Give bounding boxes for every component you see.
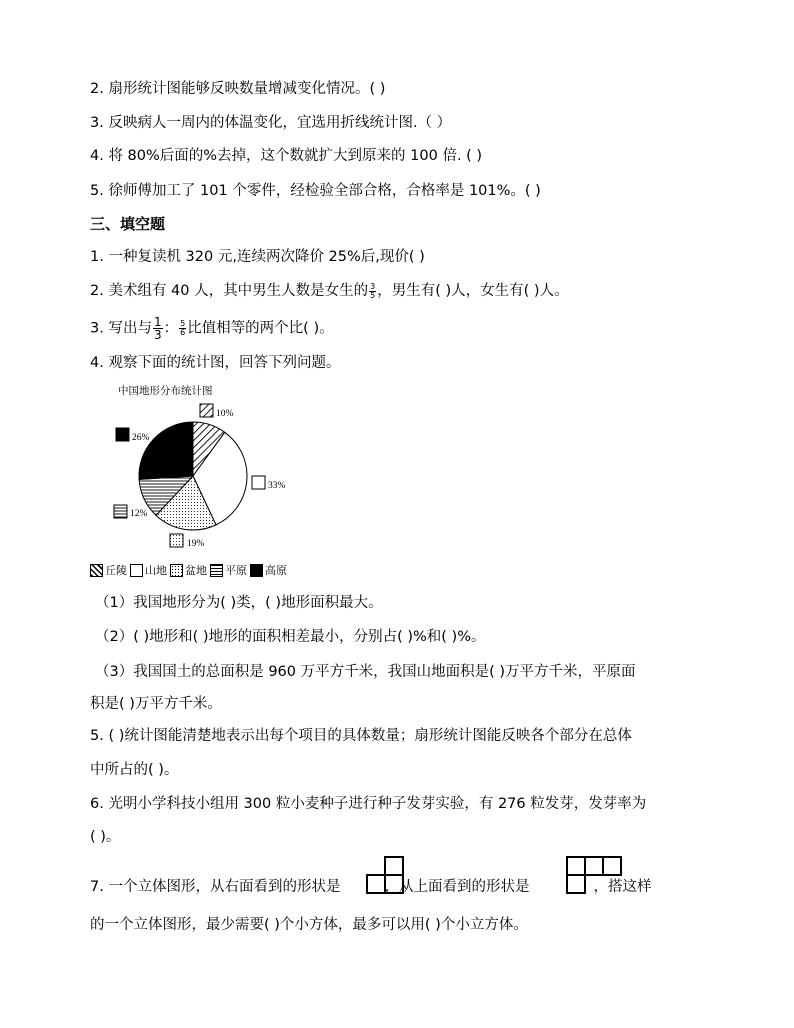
slice-label-丘陵: 10%: [216, 409, 234, 419]
q2-text-post: ，男生有( )人，女生有( )人。: [377, 283, 569, 299]
cube-square: [366, 874, 386, 894]
judgement-item-4: 4. 将 80%后面的%去掉，这个数就扩大到原来的 100 倍. ( ): [90, 148, 483, 164]
q2-frac-numerator: 3: [370, 281, 376, 291]
q4-sub-1: （1）我国地形分为( )类，( )地形面积最大。: [95, 595, 383, 611]
legend-swatch: [130, 564, 143, 577]
fill-question-6-cont: ( )。: [90, 829, 121, 845]
q7-text-mid: ，从上面看到的形状是: [384, 879, 530, 895]
q3-frac1-denominator: 3: [153, 328, 162, 342]
right-view-bottom-row: [366, 876, 404, 894]
legend-label: 山地: [145, 564, 167, 577]
legend-label: 高原: [265, 564, 287, 577]
slice-label-山地: 33%: [268, 481, 286, 491]
top-view-bottom-row: [566, 876, 586, 894]
fill-question-5: 5. ( )统计图能清楚地表示出每个项目的具体数量；扇形统计图能反映各个部分在总体: [90, 728, 632, 744]
q2-fraction: [369, 283, 376, 300]
legend-item-高原: [250, 562, 287, 578]
judgement-item-2: 2. 扇形统计图能够反映数量增减变化情况。( ): [90, 81, 386, 97]
cube-square: [384, 856, 404, 876]
slice-label-平原: 12%: [130, 509, 148, 519]
fill-question-4: 4. 观察下面的统计图，回答下列问题。: [90, 355, 341, 371]
pie-slice-高原: [139, 422, 193, 479]
q4-sub-2: （2）( )地形和( )地形的面积相差最小，分别占( )%和( )%。: [95, 629, 486, 645]
slice-label-swatch: [116, 428, 129, 441]
q4-sub-3: （3）我国国土的总面积是 960 万平方千米，我国山地面积是( )万平方千米，平原面: [95, 664, 636, 680]
legend-label: 丘陵: [105, 564, 127, 577]
cube-square: [566, 874, 586, 894]
q3-colon: ：: [163, 320, 179, 337]
judgement-item-5: 5. 徐师傅加工了 101 个零件，经检验全部合格，合格率是 101%。( ): [90, 183, 541, 199]
legend-swatch: [250, 564, 263, 577]
fill-question-3: [90, 316, 334, 341]
q3-fraction-2: [179, 320, 186, 337]
q7-text-post: ，搭这样: [593, 879, 652, 895]
legend-swatch: [210, 564, 223, 577]
fill-question-5-cont: 中所占的( )。: [90, 762, 179, 778]
slice-label-swatch: [114, 505, 127, 518]
legend-label: 盆地: [185, 564, 207, 577]
slice-label-swatch: [200, 404, 213, 417]
legend-item-山地: [130, 562, 167, 578]
fill-question-2: [90, 280, 569, 302]
chart-legend: [90, 562, 290, 578]
q2-text-pre: 2. 美术组有 40 人，其中男生人数是女生的: [90, 283, 369, 299]
terrain-pie-chart: [100, 378, 300, 553]
q3-frac2-denominator: 6: [180, 328, 186, 337]
fill-question-7-cont: 的一个立体图形，最少需要( )个小方体，最多可以用( )个小立方体。: [90, 917, 528, 933]
judgement-item-3: 3. 反映病人一周内的体温变化，宜选用折线统计图.（ ）: [90, 115, 452, 131]
legend-item-盆地: [170, 562, 207, 578]
slice-label-高原: 26%: [132, 433, 150, 443]
q3-frac2-numerator: 5: [180, 319, 186, 328]
fill-question-6: 6. 光明小学科技小组用 300 粒小麦种子进行种子发芽实验，有 276 粒发芽，发芽率为: [90, 796, 647, 812]
q3-text-pre: 3. 写出与: [90, 320, 152, 337]
legend-item-丘陵: [90, 562, 127, 578]
legend-label: 平原: [225, 564, 247, 577]
cube-square: [584, 856, 604, 876]
legend-swatch: [170, 564, 183, 577]
slice-label-盆地: 19%: [187, 539, 205, 549]
cube-square: [602, 856, 622, 876]
q7-text-pre: 7. 一个立体图形，从右面看到的形状是: [90, 879, 341, 895]
q3-frac1-numerator: 1: [153, 315, 162, 329]
q3-text-post: 比值相等的两个比( )。: [187, 320, 334, 337]
fill-question-1: 1. 一种复读机 320 元,连续两次降价 25%后,现价( ): [90, 249, 425, 265]
q4-sub-3-cont: 积是( )万平方千米。: [90, 696, 222, 712]
q3-fraction-1: [153, 316, 163, 341]
legend-item-平原: [210, 562, 247, 578]
q2-frac-denominator: 5: [370, 290, 376, 300]
slice-label-swatch: [252, 476, 265, 489]
section-title: 三、填空题: [90, 215, 166, 233]
slice-label-swatch: [170, 534, 183, 547]
chart-title: 中国地形分布统计图: [118, 385, 213, 397]
legend-swatch: [90, 564, 103, 577]
cube-square: [384, 874, 404, 894]
cube-square: [566, 856, 586, 876]
